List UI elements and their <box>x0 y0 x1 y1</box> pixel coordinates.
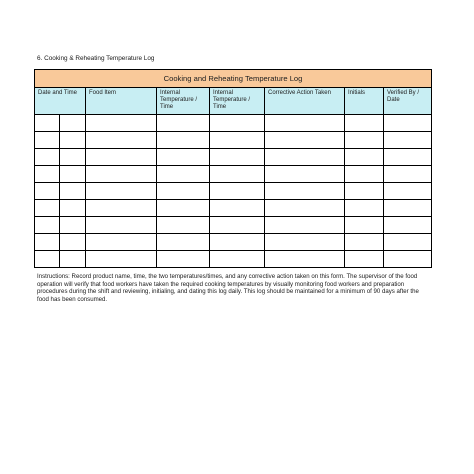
column-header-internal-temp-2: Internal Temperature / Time <box>210 88 265 115</box>
table-cell[interactable] <box>86 166 157 183</box>
table-cell[interactable] <box>86 132 157 149</box>
table-cell[interactable] <box>60 217 86 234</box>
table-cell[interactable] <box>210 115 265 132</box>
table-cell[interactable] <box>86 200 157 217</box>
table-cell[interactable] <box>35 234 60 251</box>
table-cell[interactable] <box>157 234 210 251</box>
column-header-internal-temp-1: Internal Temperature / Time <box>157 88 210 115</box>
table-cell[interactable] <box>157 251 210 268</box>
table-row <box>35 166 432 183</box>
table-cell[interactable] <box>265 217 345 234</box>
table-cell[interactable] <box>35 149 60 166</box>
instructions-text: Instructions: Record product name, time, the two temperatures/times, and any corrective action taken on this form. The supervisor of the food operation will verify that food workers have taken the required cooking temperatures by visually monitoring food workers and preparation procedures during the shift and reviewing, initialing, and dating this log daily. This log should be maintained for a minimum of 90 days after the food has been consumed. <box>37 273 419 303</box>
table-row <box>35 149 432 166</box>
column-header-food-item: Food Item <box>86 88 157 115</box>
table-cell[interactable] <box>265 132 345 149</box>
table-cell[interactable] <box>384 183 432 200</box>
table-cell[interactable] <box>210 217 265 234</box>
table-cell[interactable] <box>86 234 157 251</box>
table-cell[interactable] <box>210 166 265 183</box>
table-cell[interactable] <box>86 183 157 200</box>
table-row <box>35 115 432 132</box>
table-cell[interactable] <box>345 166 384 183</box>
table-cell[interactable] <box>384 251 432 268</box>
column-header-date-time: Date and Time <box>35 88 86 115</box>
table-cell[interactable] <box>345 251 384 268</box>
table-cell[interactable] <box>60 166 86 183</box>
table-cell[interactable] <box>86 251 157 268</box>
table-row <box>35 183 432 200</box>
column-header-corrective-action: Corrective Action Taken <box>265 88 345 115</box>
table-cell[interactable] <box>157 115 210 132</box>
table-cell[interactable] <box>265 200 345 217</box>
table-cell[interactable] <box>86 115 157 132</box>
table-cell[interactable] <box>384 166 432 183</box>
table-cell[interactable] <box>35 166 60 183</box>
column-header-verified-by: Verified By / Date <box>384 88 432 115</box>
table-cell[interactable] <box>157 166 210 183</box>
table-cell[interactable] <box>265 166 345 183</box>
table-cell[interactable] <box>86 149 157 166</box>
section-title: 6. Cooking & Reheating Temperature Log <box>37 55 155 62</box>
table-cell[interactable] <box>345 132 384 149</box>
table-cell[interactable] <box>157 217 210 234</box>
table-cell[interactable] <box>345 183 384 200</box>
table-cell[interactable] <box>210 149 265 166</box>
temperature-log-table <box>34 69 432 268</box>
table-cell[interactable] <box>384 149 432 166</box>
table-cell[interactable] <box>345 234 384 251</box>
table-cell[interactable] <box>210 234 265 251</box>
table-cell[interactable] <box>345 149 384 166</box>
table-cell[interactable] <box>265 251 345 268</box>
log-body <box>35 115 432 268</box>
table-cell[interactable] <box>60 132 86 149</box>
table-cell[interactable] <box>345 200 384 217</box>
table-cell[interactable] <box>384 234 432 251</box>
table-cell[interactable] <box>345 115 384 132</box>
table-row <box>35 132 432 149</box>
table-cell[interactable] <box>35 183 60 200</box>
table-cell[interactable] <box>157 200 210 217</box>
table-cell[interactable] <box>35 200 60 217</box>
table-row <box>35 200 432 217</box>
table-cell[interactable] <box>60 115 86 132</box>
table-cell[interactable] <box>35 115 60 132</box>
table-cell[interactable] <box>35 251 60 268</box>
table-cell[interactable] <box>265 234 345 251</box>
table-cell[interactable] <box>60 149 86 166</box>
table-cell[interactable] <box>265 183 345 200</box>
header-row <box>35 88 432 115</box>
table-cell[interactable] <box>265 115 345 132</box>
table-cell[interactable] <box>345 217 384 234</box>
table-row <box>35 251 432 268</box>
table-cell[interactable] <box>210 200 265 217</box>
table-cell[interactable] <box>60 183 86 200</box>
column-header-initials: Initials <box>345 88 384 115</box>
table-cell[interactable] <box>60 251 86 268</box>
table-cell[interactable] <box>384 132 432 149</box>
table-cell[interactable] <box>60 234 86 251</box>
table-cell[interactable] <box>210 183 265 200</box>
table-title: Cooking and Reheating Temperature Log <box>35 70 432 88</box>
table-cell[interactable] <box>86 217 157 234</box>
table-cell[interactable] <box>157 149 210 166</box>
table-cell[interactable] <box>384 200 432 217</box>
table-cell[interactable] <box>210 132 265 149</box>
table-cell[interactable] <box>60 200 86 217</box>
table-cell[interactable] <box>35 217 60 234</box>
table-cell[interactable] <box>157 183 210 200</box>
table-cell[interactable] <box>265 149 345 166</box>
table-cell[interactable] <box>35 132 60 149</box>
table-row <box>35 234 432 251</box>
table-cell[interactable] <box>384 217 432 234</box>
table-cell[interactable] <box>210 251 265 268</box>
table-cell[interactable] <box>384 115 432 132</box>
table-row <box>35 217 432 234</box>
table-cell[interactable] <box>157 132 210 149</box>
